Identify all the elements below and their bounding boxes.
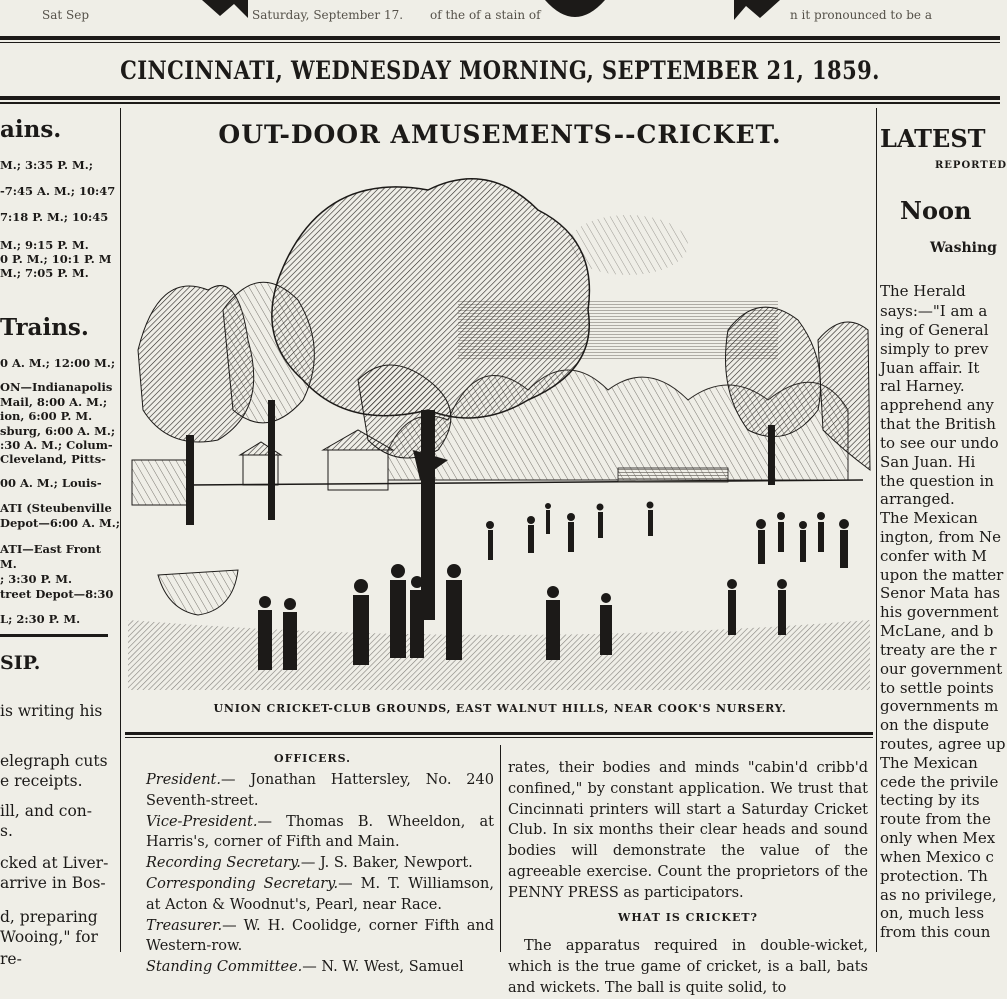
- news-line: to see our undo: [880, 434, 999, 452]
- dateline-rule: [0, 96, 1000, 100]
- officer-role: Treasurer.: [146, 917, 223, 934]
- article-headline: OUT-DOOR AMUSEMENTS--CRICKET.: [218, 120, 782, 149]
- news-line: ing of General: [880, 321, 989, 339]
- officer-text: — Jonathan Hattersley, No. 240 Seventh-street.: [146, 772, 494, 809]
- news-line: tecting by its: [880, 791, 980, 809]
- news-line: protection. Th: [880, 867, 988, 885]
- article-paragraph: rates, their bodies and minds "cabin'd cribb'd confined," by constant application. We trust that Cincinnati printers will start a Saturday Cricket Club. In six months their clear heads and sound bodies will demonstrate the value of the agreeable exercise. Count the proprietors of the PENNY PRESS as participators.: [508, 760, 868, 901]
- ornament-left-icon: [200, 0, 250, 22]
- officer-entry: [128, 812, 494, 854]
- masthead-rule: [0, 36, 1000, 40]
- top-fragment: n it pronounced to be a: [790, 8, 933, 22]
- news-line: simply to prev: [880, 340, 989, 358]
- news-line: governments m: [880, 697, 999, 715]
- officer-entry: [128, 916, 494, 958]
- train-line: 0 A. M.; 12:00 M.;: [0, 356, 116, 370]
- news-line: The Mexican: [880, 509, 978, 527]
- column-rule-right: [876, 108, 877, 952]
- news-line: The Mexican: [880, 754, 978, 772]
- officers-list: [128, 770, 494, 978]
- cricket-grounds-engraving: [128, 150, 870, 690]
- news-line: the question in: [880, 472, 994, 490]
- left-column: [0, 112, 120, 968]
- train-line: M.; 3:35 P. M.;: [0, 158, 93, 172]
- officer-text: — M. T. Williamson, at Acton & Woodnut's, Pearl, near Race.: [146, 875, 494, 913]
- news-line: route from the: [880, 810, 991, 828]
- officers-heading: OFFICERS.: [273, 752, 351, 765]
- news-line: that the British: [880, 415, 996, 433]
- train-line: M.; 9:15 P. M.: [0, 238, 89, 252]
- news-line: Juan affair. It: [880, 359, 980, 377]
- train-line: sburg, 6:00 A. M.;: [0, 424, 116, 438]
- officer-role: Standing Committee.: [146, 959, 303, 976]
- dateline: CINCINNATI, WEDNESDAY MORNING, SEPTEMBER 21, 1859.: [120, 56, 880, 85]
- train-line: ATI (Steubenville: [0, 501, 112, 515]
- news-line: cede the privile: [880, 773, 999, 791]
- news-line: Senor Mata has: [880, 584, 1001, 602]
- news-line: routes, agree up: [880, 735, 1006, 753]
- news-line: to settle points: [880, 679, 994, 697]
- news-line: as no privilege,: [880, 886, 997, 904]
- train-line: :30 A. M.; Colum-: [0, 438, 113, 452]
- latest-heading: LATEST: [880, 124, 986, 153]
- train-line: 0 P. M.; 10:1 P. M: [0, 252, 112, 266]
- officer-role: Vice-President.: [146, 813, 258, 830]
- engraving-caption: UNION CRICKET-CLUB GROUNDS, EAST WALNUT HILLS, NEAR COOK'S NURSERY.: [213, 702, 787, 715]
- train-line: -7:45 A. M.; 10:47: [0, 184, 116, 198]
- officer-role: Corresponding Secretary.: [146, 875, 339, 892]
- news-line: San Juan. Hi: [880, 453, 976, 471]
- train-line: ion, 6:00 P. M.: [0, 409, 93, 423]
- officer-entry: [128, 853, 494, 874]
- gossip-line: cked at Liver-: [0, 854, 109, 872]
- train-line: ON—Indianapolis: [0, 380, 113, 394]
- train-line: Cleveland, Pitts-: [0, 452, 106, 466]
- column-rule-left: [120, 108, 121, 952]
- officer-text: — W. H. Coolidge, corner Fifth and Western-row.: [146, 917, 494, 955]
- noon-heading: Noon: [900, 196, 972, 225]
- officer-role: Recording Secretary.: [146, 855, 301, 872]
- gossip-line: d, preparing: [0, 908, 98, 926]
- news-line: The Herald: [880, 282, 966, 300]
- top-fragment: Sat Sep: [42, 8, 90, 22]
- ornament-center-icon: [545, 0, 605, 22]
- train-line: ; 3:30 P. M.: [0, 572, 72, 586]
- news-line: from this coun: [880, 923, 991, 941]
- gossip-heading: SIP.: [0, 652, 41, 674]
- train-line: L; 2:30 P. M.: [0, 612, 81, 626]
- gossip-line: elegraph cuts: [0, 752, 108, 770]
- top-fragment: of the of a stain of: [430, 8, 541, 22]
- masthead-fragment: [0, 0, 1000, 34]
- train-line: M.: [0, 557, 17, 571]
- reported-label: REPORTED: [935, 160, 1007, 171]
- train-line: 7:18 P. M.; 10:45: [0, 210, 109, 224]
- train-line: Depot—6:00 A. M.;: [0, 516, 120, 530]
- train-line: M.; 7:05 P. M.: [0, 266, 89, 280]
- news-line: his government: [880, 603, 999, 621]
- news-line: our government: [880, 660, 1003, 678]
- gossip-line: e receipts.: [0, 772, 83, 790]
- gossip-line: arrive in Bos-: [0, 874, 106, 892]
- train-line: 00 A. M.; Louis-: [0, 476, 102, 490]
- gossip-line: ill, and con-: [0, 802, 93, 820]
- news-line: arranged.: [880, 490, 955, 508]
- masthead-rule-thin: [0, 42, 1000, 43]
- officer-text: — N. W. West, Samuel: [302, 959, 464, 976]
- gossip-line: s.: [0, 822, 13, 840]
- news-line: treaty are the r: [880, 641, 997, 659]
- right-column: [880, 118, 1007, 952]
- officer-entry: [128, 957, 494, 978]
- ornament-right-icon: [732, 0, 782, 22]
- train-line: ATI—East Front: [0, 542, 102, 556]
- news-line: ington, from Ne: [880, 528, 1002, 546]
- news-line: when Mexico c: [880, 848, 994, 866]
- news-line: on the dispute: [880, 716, 990, 734]
- officer-text: — Thomas B. Wheeldon, at Harris's, corner of Fifth and Main.: [146, 813, 494, 851]
- news-line: says:—"I am a: [880, 302, 988, 320]
- section-rule: [125, 732, 873, 735]
- news-line: ral Harney.: [880, 377, 965, 395]
- news-line: only when Mex: [880, 829, 996, 847]
- sub-column-rule: [500, 745, 501, 952]
- officer-entry: [128, 770, 494, 812]
- washington-heading: Washing: [930, 240, 997, 256]
- article-continuation: [508, 758, 868, 999]
- news-line: upon the matter: [880, 566, 1004, 584]
- news-line: apprehend any: [880, 396, 994, 414]
- officer-text: — J. S. Baker, Newport.: [300, 855, 473, 872]
- top-fragment: Saturday, September 17.: [252, 8, 404, 22]
- section-rule: [0, 634, 108, 637]
- news-line: confer with M: [880, 547, 987, 565]
- gossip-line: Wooing," for: [0, 928, 98, 946]
- news-line: McLane, and b: [880, 622, 994, 640]
- dateline-rule-thin: [0, 102, 1000, 104]
- officer-role: President.: [146, 772, 221, 788]
- trains-heading: Trains.: [0, 314, 89, 341]
- article-paragraph: The apparatus required in double-wicket, which is the true game of cricket, is a ball, bats and wickets. The ball is quite solid, to: [508, 938, 868, 996]
- section-rule-thin: [125, 737, 873, 738]
- train-line: treet Depot—8:30: [0, 587, 114, 601]
- what-is-cricket-heading: WHAT IS CRICKET?: [618, 910, 758, 924]
- news-line: on, much less: [880, 904, 985, 922]
- train-line: Mail, 8:00 A. M.;: [0, 395, 108, 409]
- gossip-line: re-: [0, 950, 22, 968]
- trains-heading: ains.: [0, 116, 62, 143]
- officer-entry: [128, 874, 494, 916]
- gossip-line: is writing his: [0, 702, 103, 720]
